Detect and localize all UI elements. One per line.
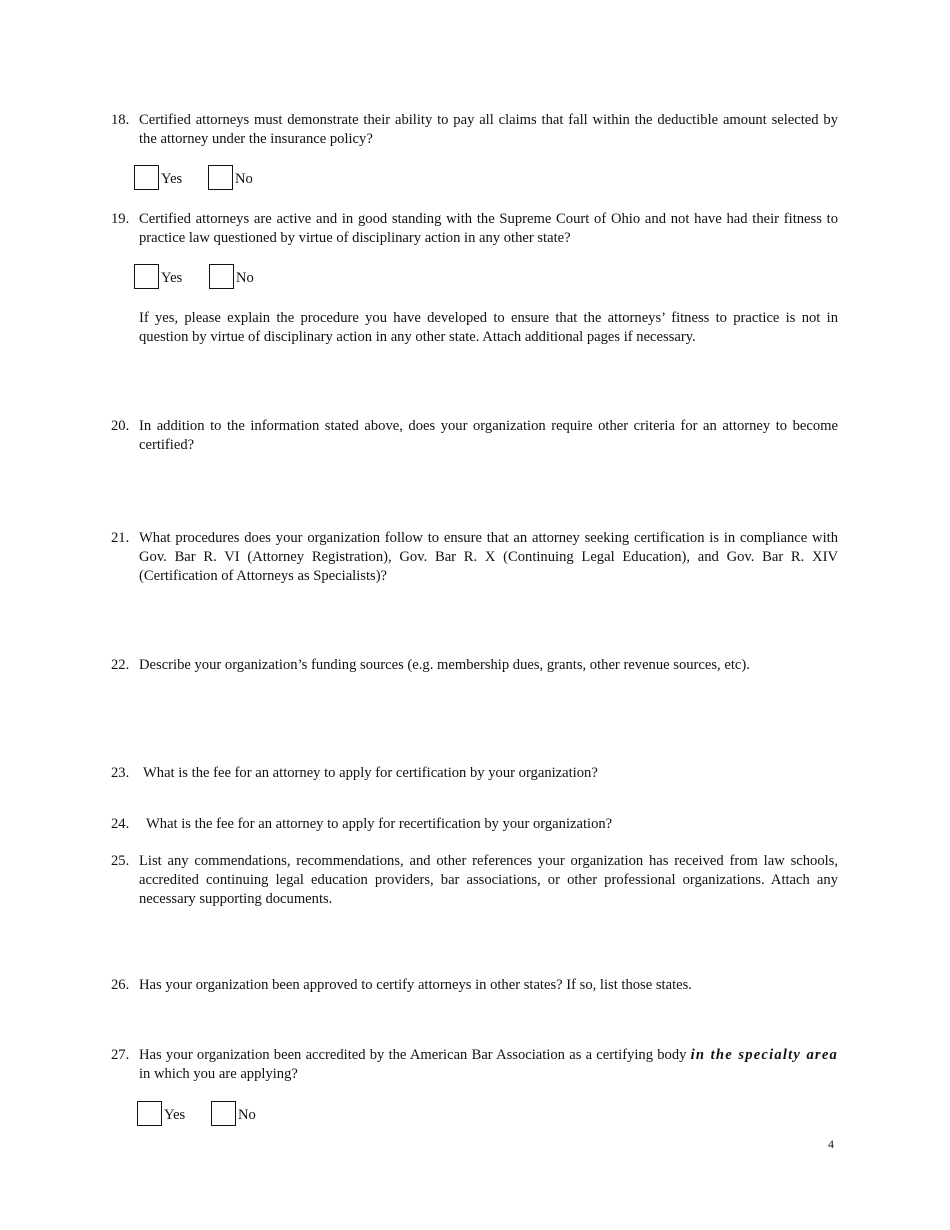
q18-yes-checkbox[interactable]: [134, 165, 159, 190]
question-number: 27.: [111, 1047, 130, 1063]
question-text-end: in which you are applying?: [139, 1066, 298, 1082]
question-text: Certified attorneys are active and in good standing with the Supreme Court of Ohio and not have had their fitness to practice law questioned by virtue of disciplinary action in any other state?: [139, 211, 838, 246]
question-number: 23.: [111, 765, 130, 781]
no-label: No: [238, 1107, 256, 1123]
question-number: 24.: [111, 816, 130, 832]
q19-no-checkbox[interactable]: [209, 264, 234, 289]
question-18: [111, 111, 838, 149]
question-text: What procedures does your organization follow to ensure that an attorney seeking certification is in compliance with Gov. Bar R. VI (Attorney Registration), Gov. Bar R. X (Continuing Legal Education), and Gov. Bar R. XIV (Certification of Attorneys as Specialists)?: [139, 530, 838, 584]
q19-answer: [134, 264, 274, 292]
no-label: No: [235, 171, 253, 187]
q19-followup-instructions: If yes, please explain the procedure you have developed to ensure that the attorneys’ fitness to practice is not in question by virtue of disciplinary action in any other state. Attach additional pages if necessary.: [139, 310, 838, 345]
q27-no-checkbox[interactable]: [211, 1101, 236, 1126]
question-number: 21.: [111, 530, 130, 546]
question-text: In addition to the information stated above, does your organization require other criteria for an attorney to become certified?: [139, 418, 838, 453]
question-number: 18.: [111, 112, 130, 128]
question-text: What is the fee for an attorney to apply for certification by your organization?: [143, 765, 598, 781]
question-text: Has your organization been approved to certify attorneys in other states? If so, list those states.: [139, 977, 692, 993]
question-21: [111, 529, 838, 586]
question-20: [111, 417, 838, 455]
q18-no-checkbox[interactable]: [208, 165, 233, 190]
q18-answer: [134, 165, 274, 193]
yes-label: Yes: [161, 171, 183, 187]
question-27: [111, 1046, 838, 1084]
q27-yes-checkbox[interactable]: [137, 1101, 162, 1126]
question-22: [111, 656, 838, 675]
emphasis-specialty-area: in the specialty area: [690, 1047, 838, 1063]
question-23: [111, 764, 838, 783]
question-text: Describe your organization’s funding sources (e.g. membership dues, grants, other revenue sources, etc).: [139, 657, 750, 673]
question-number: 19.: [111, 211, 130, 227]
question-text: List any commendations, recommendations, and other references your organization has received from law schools, accredited continuing legal education providers, bar associations, or other professional organizations. Attach any necessary supporting documents.: [139, 853, 838, 907]
question-number: 25.: [111, 853, 130, 869]
question-26: [111, 976, 838, 995]
question-text-start: Has your organization been accredited by the American Bar Association as a certifying body: [139, 1047, 691, 1063]
question-number: 26.: [111, 977, 130, 993]
question-19: [111, 210, 838, 248]
q27-answer: [137, 1101, 277, 1129]
yes-label: Yes: [164, 1107, 186, 1123]
yes-label: Yes: [161, 270, 183, 286]
question-number: 20.: [111, 418, 130, 434]
question-text: [139, 1046, 838, 1084]
question-25: [111, 852, 838, 909]
question-text: What is the fee for an attorney to apply for recertification by your organization?: [146, 816, 613, 832]
q19-yes-checkbox[interactable]: [134, 264, 159, 289]
question-24: [111, 815, 838, 834]
question-number: 22.: [111, 657, 130, 673]
question-text: Certified attorneys must demonstrate their ability to pay all claims that fall within the deductible amount selected by the attorney under the insurance policy?: [139, 112, 838, 147]
page-number: 4: [828, 1137, 834, 1151]
no-label: No: [236, 270, 254, 286]
